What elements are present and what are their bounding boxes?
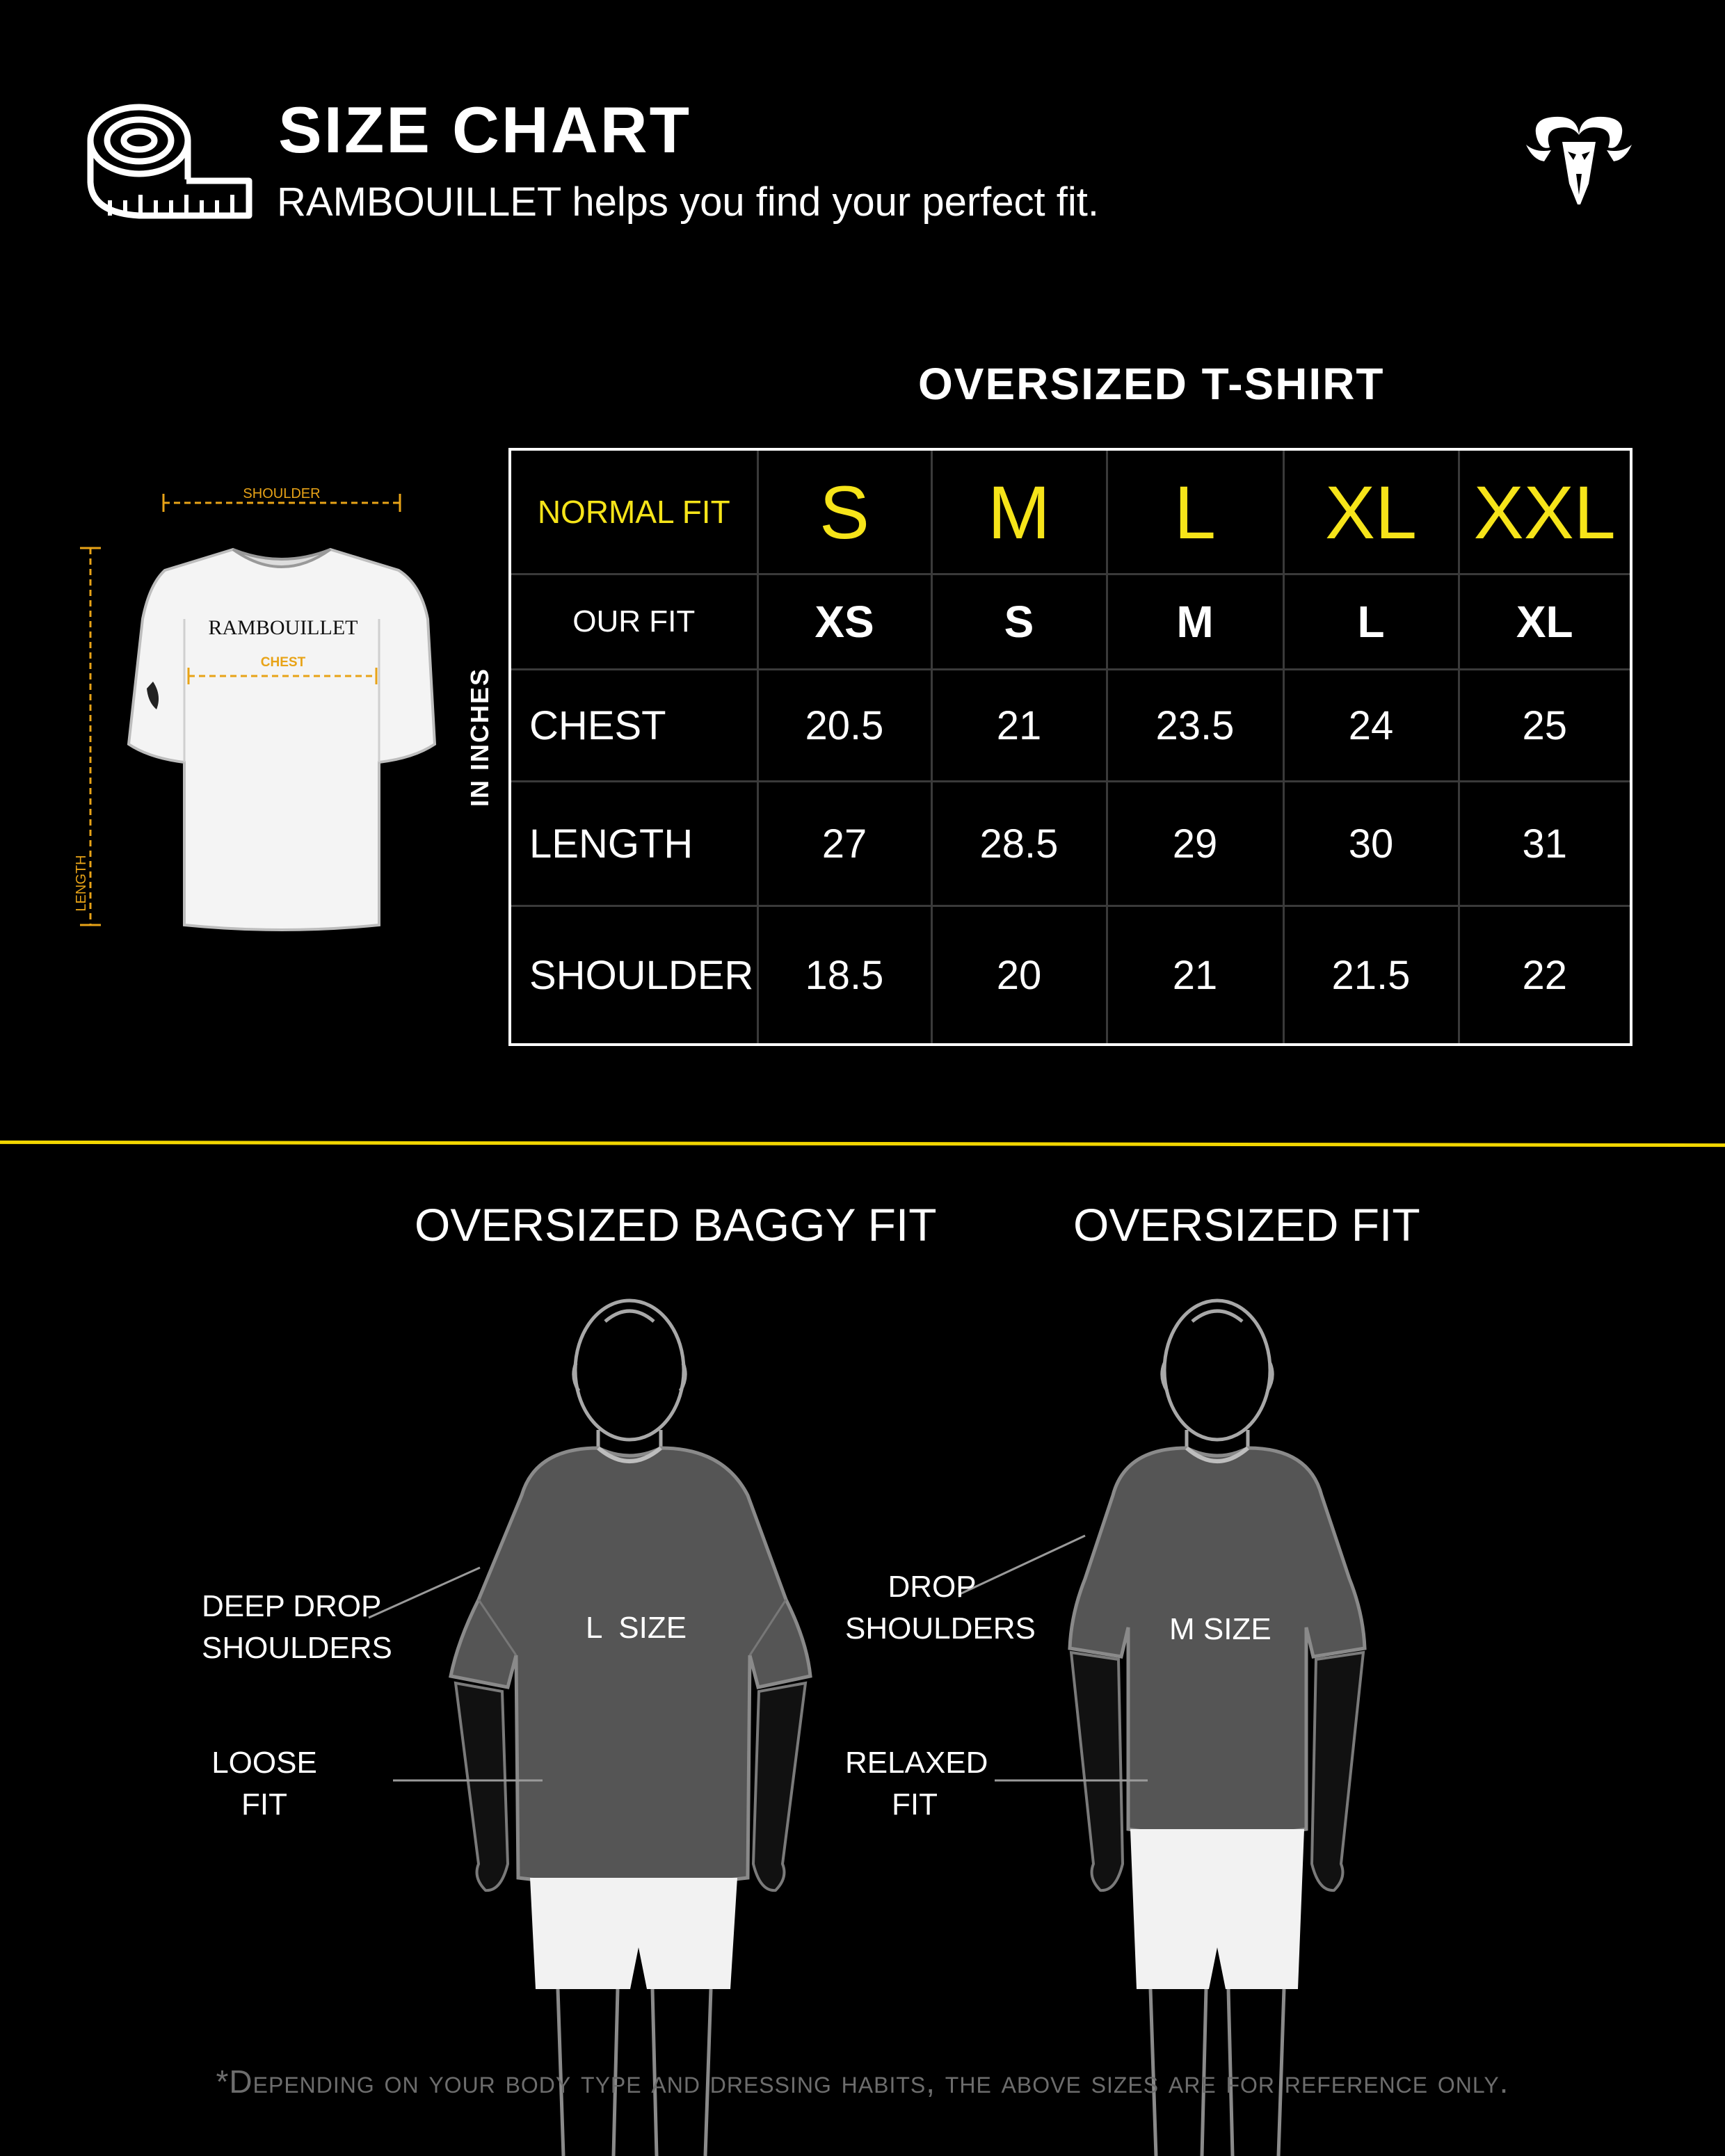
normal-fit-label: NORMAL FIT: [510, 449, 757, 574]
shoulder-dimension-label: SHOULDER: [243, 486, 321, 501]
our-fit-row: [510, 574, 1631, 670]
measure-cell: 20.5: [757, 670, 931, 782]
measure-cell: 22: [1459, 906, 1631, 1045]
page-subtitle: RAMBOUILLET helps you find your perfect fit.: [277, 179, 1100, 225]
drop-shoulders-note: [845, 1566, 1036, 1650]
measure-cell: 21: [931, 670, 1107, 782]
table-row: [510, 670, 1631, 782]
chest-dimension-label: CHEST: [260, 655, 306, 670]
normal-size-cell: XXL: [1459, 449, 1631, 574]
measure-cell: 23.5: [1107, 670, 1283, 782]
ram-logo-icon: [1523, 111, 1635, 209]
units-label: IN INCHES: [465, 667, 494, 807]
deep-drop-shoulders-note: [202, 1586, 392, 1669]
note-line: SHOULDERS: [845, 1611, 1036, 1646]
loose-fit-note: [202, 1742, 327, 1826]
page-title: SIZE CHART: [278, 93, 691, 166]
baggy-size-label: L SIZE: [586, 1611, 687, 1645]
measure-cell: 31: [1459, 782, 1631, 906]
measure-cell: 18.5: [757, 906, 931, 1045]
measure-cell: 24: [1283, 670, 1459, 782]
size-table: [508, 448, 1632, 1046]
normal-size-cell: S: [757, 449, 931, 574]
our-fit-label: OUR FIT: [510, 574, 757, 670]
relaxed-fit-note: [845, 1742, 988, 1826]
baggy-fit-model-figure: [396, 1266, 883, 2156]
row-label: SHOULDER: [510, 906, 757, 1045]
our-size-cell: M: [1107, 574, 1283, 670]
measure-cell: 25: [1459, 670, 1631, 782]
oversized-fit-heading: OVERSIZED FIT: [1073, 1199, 1420, 1250]
baggy-fit-heading: OVERSIZED BAGGY FIT: [415, 1199, 937, 1250]
measure-cell: 21.5: [1283, 906, 1459, 1045]
normal-size-cell: M: [931, 449, 1107, 574]
our-size-cell: XS: [757, 574, 931, 670]
shirt-brand-print: RAMBOUILLET: [208, 616, 358, 639]
row-label: CHEST: [510, 670, 757, 782]
our-size-cell: S: [931, 574, 1107, 670]
oversized-size-label: M SIZE: [1169, 1612, 1271, 1646]
measure-cell: 21: [1107, 906, 1283, 1045]
tshirt-measurement-diagram: [66, 480, 456, 939]
length-dimension-label: LENGTH: [74, 855, 89, 912]
note-line: DROP: [888, 1570, 977, 1604]
our-size-cell: XL: [1459, 574, 1631, 670]
section-divider: [0, 1141, 1725, 1147]
note-line: DEEP DROP: [202, 1589, 382, 1623]
oversized-fit-model-figure: [974, 1266, 1461, 2156]
table-row: [510, 906, 1631, 1045]
measure-cell: 28.5: [931, 782, 1107, 906]
measure-cell: 29: [1107, 782, 1283, 906]
disclaimer-text: *Depending on your body type and dressing habits, the above sizes are for reference only.: [216, 2064, 1509, 2100]
note-line: SHOULDERS: [202, 1631, 392, 1665]
table-row: [510, 782, 1631, 906]
normal-size-cell: L: [1107, 449, 1283, 574]
note-line: LOOSE: [211, 1746, 317, 1780]
table-title: OVERSIZED T-SHIRT: [918, 359, 1385, 409]
measure-cell: 30: [1283, 782, 1459, 906]
measure-cell: 20: [931, 906, 1107, 1045]
our-size-cell: L: [1283, 574, 1459, 670]
note-line: FIT: [892, 1787, 938, 1821]
note-line: RELAXED: [845, 1746, 988, 1780]
normal-fit-row: [510, 449, 1631, 574]
note-line: FIT: [241, 1787, 287, 1821]
row-label: LENGTH: [510, 782, 757, 906]
measuring-tape-icon: [82, 97, 256, 223]
normal-size-cell: XL: [1283, 449, 1459, 574]
measure-cell: 27: [757, 782, 931, 906]
